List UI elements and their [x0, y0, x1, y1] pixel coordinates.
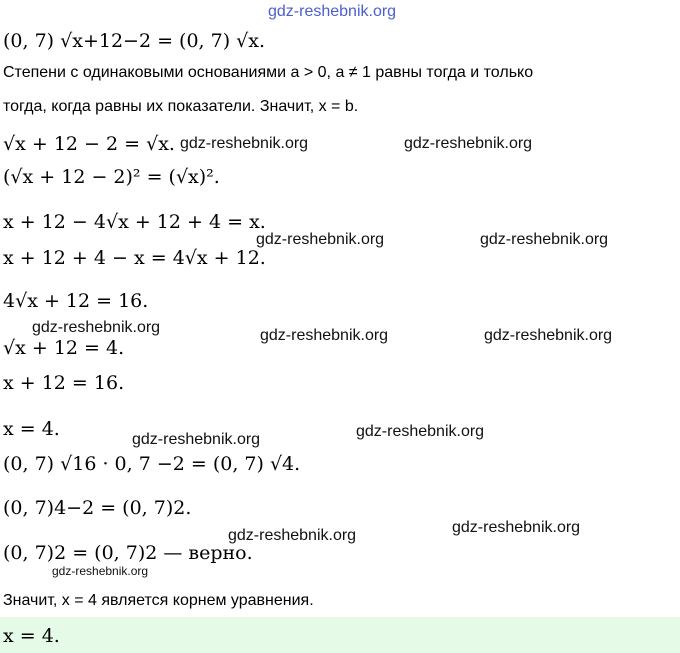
watermark: gdz-reshebnik.org	[260, 327, 389, 344]
watermark: gdz-reshebnik.org	[356, 423, 485, 440]
equation-line: (√x + 12 − 2)² = (√x)².	[3, 166, 220, 188]
watermark: gdz-reshebnik.org	[404, 135, 533, 152]
equation-line: (0, 7)4−2 = (0, 7)2.	[3, 497, 192, 519]
watermark: gdz-reshebnik.org	[256, 231, 385, 248]
equation-line: (0, 7)2 = (0, 7)2 — верно.	[3, 542, 253, 564]
text-line: тогда, когда равны их показатели. Значит, x = b.	[3, 98, 359, 115]
equation-line: (0, 7) √x+12−2 = (0, 7) √x.	[3, 30, 266, 52]
watermark: gdz-reshebnik.org	[132, 431, 261, 448]
answer-box	[0, 617, 680, 653]
watermark: gdz-reshebnik.org	[180, 135, 309, 152]
text-line: Степени с одинаковыми основаниями a > 0, a ≠ 1 равны тогда и только	[3, 64, 534, 81]
equation-line: x + 12 + 4 − x = 4√x + 12.	[3, 247, 266, 269]
equation-line: 4√x + 12 = 16.	[3, 290, 149, 312]
answer-text: x = 4.	[3, 625, 60, 647]
watermark: gdz-reshebnik.org	[32, 319, 161, 336]
equation-line: (0, 7) √16 · 0, 7 −2 = (0, 7) √4.	[3, 453, 301, 475]
equation-line: x + 12 − 4√x + 12 + 4 = x.	[3, 211, 266, 233]
equation-line: x + 12 = 16.	[3, 372, 125, 394]
watermark: gdz-reshebnik.org	[52, 564, 149, 578]
watermark: gdz-reshebnik.org	[484, 327, 613, 344]
equation-line: x = 4.	[3, 418, 60, 440]
watermark: gdz-reshebnik.org	[228, 527, 357, 544]
equation-line: √x + 12 = 4.	[3, 337, 125, 359]
equation-line: √x + 12 − 2 = √x.	[3, 133, 175, 155]
watermark: gdz-reshebnik.org	[268, 3, 397, 20]
watermark: gdz-reshebnik.org	[480, 231, 609, 248]
watermark: gdz-reshebnik.org	[452, 519, 581, 536]
text-line: Значит, x = 4 является корнем уравнения.	[3, 592, 314, 609]
